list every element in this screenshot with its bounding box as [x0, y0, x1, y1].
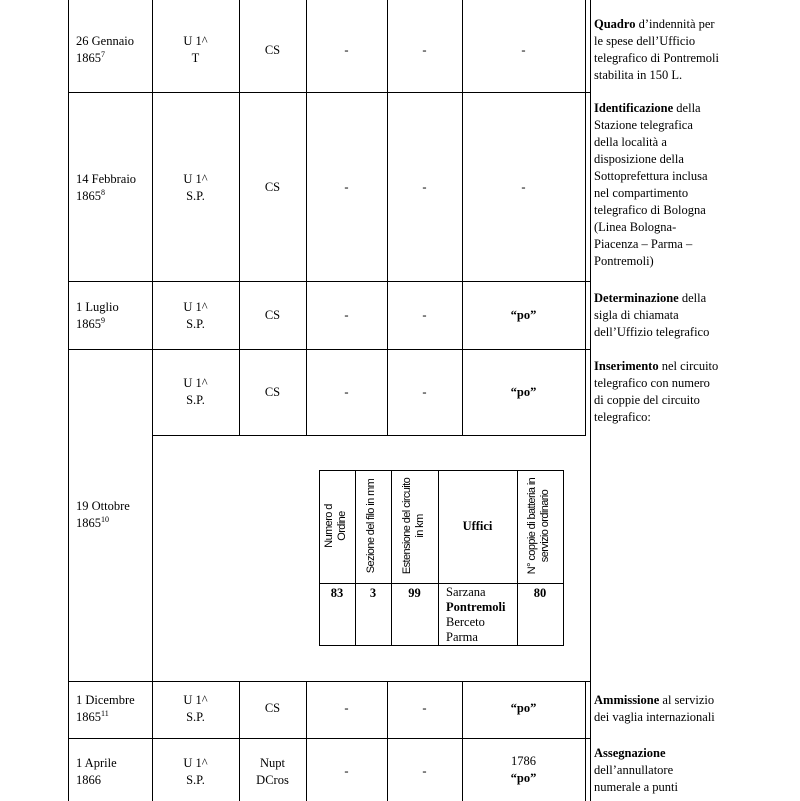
- callsign-cell: “po”: [510, 701, 537, 715]
- header-battery-pairs: N° coppie di batteria in servizio ordinario: [526, 477, 551, 575]
- callsign-cell: “po”: [510, 385, 537, 399]
- kind-cell: Nupt DCros: [256, 756, 289, 787]
- description-cell: Quadro d’indennità per le spese dell’Ufficio telegrafico di Pontremoli stabilita in 150 L.: [594, 17, 719, 82]
- column-divider: [306, 0, 307, 436]
- value-cell: -: [422, 385, 427, 399]
- value-cell: -: [344, 385, 349, 399]
- code-cell: U 1^ S.P.: [183, 376, 208, 407]
- office-item: Sarzana: [446, 585, 486, 599]
- description-cell: Determinazione della sigla di chiamata dell’Uffizio telegrafico: [594, 291, 710, 339]
- date-cell: 14 Febbraio 1865$^8$: [76, 172, 137, 203]
- value-pairs: 80: [533, 586, 547, 600]
- kind-cell: CS: [264, 701, 281, 715]
- header-wire-section: Sezione del filo in mm: [365, 478, 377, 574]
- office-item: Berceto: [446, 615, 485, 629]
- column-divider: [462, 0, 463, 436]
- column-divider: [387, 0, 388, 436]
- code-cell: U 1^ S.P.: [183, 756, 208, 787]
- date-cell: 1 Aprile 1866: [76, 756, 117, 787]
- description-cell: Inserimento nel circuito telegrafico con numero di coppie del circuito telegrafico:: [594, 359, 719, 424]
- value-cell: -: [344, 308, 349, 322]
- column-divider: [585, 0, 586, 436]
- date-cell: 1 Luglio 1865$^9$: [76, 300, 119, 331]
- column-divider: [306, 681, 307, 801]
- header-order: Numero d Ordine: [323, 504, 348, 548]
- description-cell: Assegnazione dell’annullatore numerale a punti: [594, 746, 678, 794]
- date-cell: 1 Dicembre 1865$^{11}$: [76, 693, 135, 724]
- date-cell: 19 Ottobre 1865$^{10}$: [76, 499, 130, 530]
- value-section: 3: [369, 586, 377, 600]
- column-divider: [590, 0, 591, 801]
- circuit-table-border: [438, 470, 439, 646]
- value-cell: -: [521, 180, 526, 194]
- value-cell: -: [344, 701, 349, 715]
- description-cell: Identificazione della Stazione telegrafica della località a disposizione della Sottoprefettura inclusa nel compartimento telegrafico di Bologna (Linea Bologna- Piacenza – Parma – Pontremoli): [594, 101, 708, 268]
- circuit-table-border: [563, 470, 564, 646]
- code-cell: U 1^ S.P.: [183, 693, 208, 724]
- column-divider: [68, 0, 69, 801]
- code-cell: U 1^ S.P.: [183, 172, 208, 203]
- circuit-table-border: [355, 470, 356, 646]
- offices-list: [446, 585, 505, 645]
- row-divider: [68, 92, 591, 93]
- value-cell: -: [344, 764, 349, 778]
- office-item: Pontremoli: [446, 600, 506, 614]
- value-extension: 99: [408, 586, 421, 600]
- kind-cell: CS: [264, 43, 281, 57]
- row-divider: [68, 738, 591, 739]
- date-cell: 26 Gennaio 1865$^7$: [76, 34, 134, 65]
- circuit-table-border: [319, 470, 320, 646]
- row-divider: [152, 435, 585, 436]
- value-cell: -: [422, 701, 427, 715]
- kind-cell: CS: [264, 385, 281, 399]
- column-divider: [585, 681, 586, 801]
- value-cell: -: [422, 764, 427, 778]
- header-circuit-extension: Estensione del circuito in km: [401, 477, 426, 575]
- value-cell: -: [344, 180, 349, 194]
- code-cell: U 1^ T: [183, 34, 208, 65]
- value-cell: -: [521, 43, 526, 57]
- value-cell: -: [422, 180, 427, 194]
- circuit-table-border: [517, 470, 518, 646]
- code-cell: U 1^ S.P.: [183, 300, 208, 331]
- value-cell: -: [422, 43, 427, 57]
- value-cell: -: [344, 43, 349, 57]
- column-divider: [387, 681, 388, 801]
- kind-cell: CS: [264, 308, 281, 322]
- kind-cell: CS: [264, 180, 281, 194]
- value-order: 83: [330, 586, 344, 600]
- circuit-table-border: [391, 470, 392, 646]
- column-divider: [239, 0, 240, 436]
- callsign-cell: “po”: [510, 308, 537, 322]
- office-item: Parma: [446, 630, 478, 644]
- description-cell: Ammissione al servizio dei vaglia internazionali: [594, 693, 715, 724]
- row-divider: [68, 349, 591, 350]
- row-divider: [68, 681, 591, 682]
- row-divider: [68, 281, 591, 282]
- cancellation-number-cell: 1786 “po”: [510, 754, 537, 785]
- header-offices: Uffici: [462, 519, 493, 533]
- value-cell: -: [422, 308, 427, 322]
